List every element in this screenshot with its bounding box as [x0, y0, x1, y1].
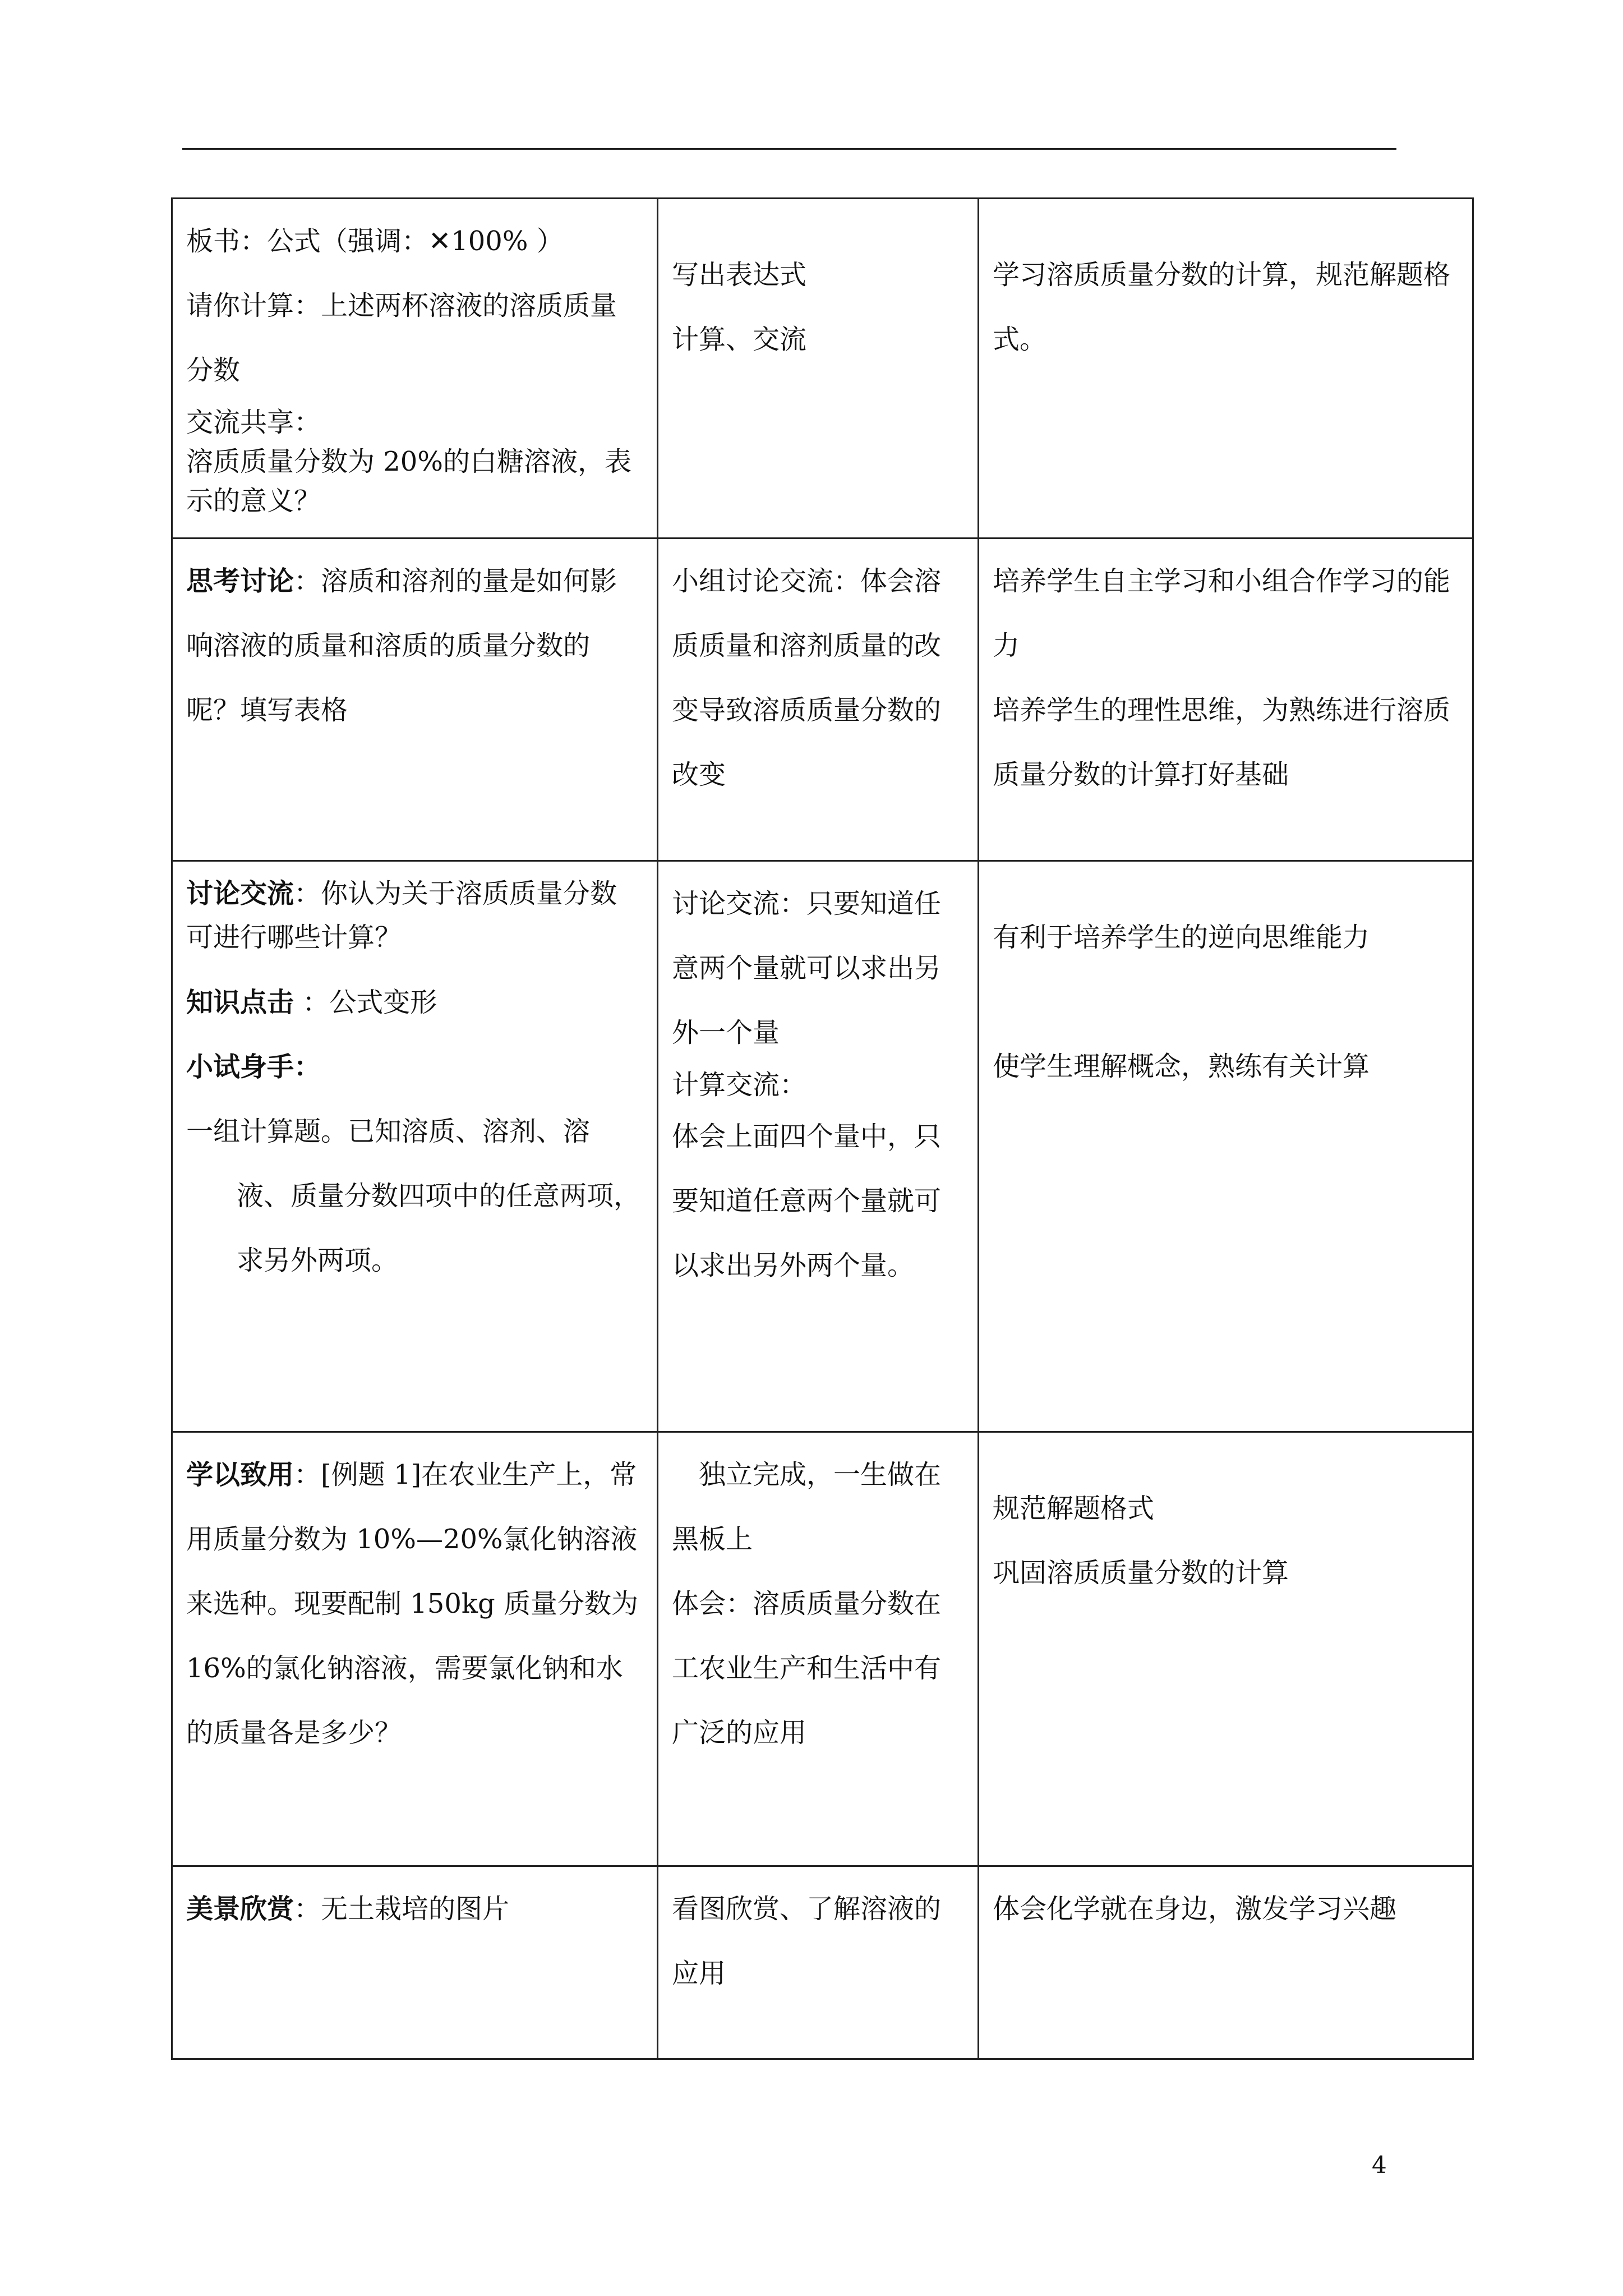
lesson-plan-table	[171, 197, 1474, 2060]
table-row	[172, 1866, 1473, 2059]
student-text: 写出表达式	[672, 259, 807, 291]
row-label: 思考讨论	[186, 565, 294, 597]
student-activity-cell	[658, 1866, 979, 2059]
table-row	[172, 861, 1473, 1432]
meaning-question: 溶质质量分数为 20%的白糖溶液，表示的意义？	[186, 446, 631, 517]
row-label: 美景欣赏	[186, 1893, 294, 1925]
teacher-text: ：溶质和溶剂的量是如何影响溶液的质量和溶质的质量分数的呢？填写表格	[186, 565, 617, 726]
row-label: 知识点击	[186, 987, 294, 1018]
intent-text: 巩固溶质质量分数的计算	[993, 1557, 1289, 1589]
teacher-activity-cell	[172, 199, 658, 539]
intent-cell	[979, 861, 1473, 1432]
student-text: 计算交流：	[672, 1069, 807, 1101]
intent-text: 有利于培养学生的逆向思维能力	[993, 922, 1370, 953]
table-row	[172, 199, 1473, 539]
teacher-activity-cell	[172, 539, 658, 861]
student-text: 讨论交流：只要知道任意两个量就可以求出另外一个量	[672, 888, 942, 1048]
table-row	[172, 539, 1473, 861]
intent-text: 培养学生的理性思维，为熟练进行溶质质量分数的计算打好基础	[993, 694, 1451, 790]
student-activity-cell	[658, 539, 979, 861]
student-activity-cell	[658, 1432, 979, 1866]
table-row	[172, 1432, 1473, 1866]
teacher-text: ：无土栽培的图片	[294, 1893, 510, 1925]
header-rule	[182, 148, 1396, 150]
intent-text: 规范解题格式	[993, 1493, 1155, 1524]
student-text: 看图欣赏、了解溶液的应用	[672, 1893, 942, 1989]
student-activity-cell	[658, 199, 979, 539]
blackboard-formula: 板书：公式（强调：✕100% ）	[186, 226, 564, 257]
intent-cell	[979, 1432, 1473, 1866]
teacher-activity-cell	[172, 861, 658, 1432]
student-text: 体会：溶质质量分数在工农业生产和生活中有广泛的应用	[672, 1588, 942, 1749]
page-number: 4	[1372, 2151, 1387, 2179]
teacher-text: ：公式变形	[294, 987, 437, 1018]
intent-text: 体会化学就在身边，激发学习兴趣	[993, 1893, 1397, 1925]
exercise-text: 一组计算题。已知溶质、溶剂、溶液、质量分数四项中的任意两项，求另外两项。	[186, 1116, 641, 1276]
intent-text: 培养学生自主学习和小组合作学习的能力	[993, 565, 1451, 661]
student-text: 计算、交流	[672, 324, 807, 355]
student-text: 体会上面四个量中，只要知道任意两个量就可以求出另外两个量。	[672, 1121, 942, 1281]
teacher-activity-cell	[172, 1432, 658, 1866]
calc-prompt: 请你计算：上述两杯溶液的溶质质量分数	[186, 290, 617, 386]
student-text: 小组讨论交流：体会溶质质量和溶剂质量的改变导致溶质质量分数的改变	[672, 565, 942, 790]
row-label: 小试身手：	[186, 1051, 321, 1083]
row-label: 讨论交流	[186, 878, 294, 909]
intent-cell	[979, 1866, 1473, 2059]
intent-text: 学习溶质质量分数的计算，规范解题格式。	[993, 259, 1451, 355]
row-label: 学以致用	[186, 1459, 294, 1490]
student-activity-cell	[658, 861, 979, 1432]
intent-text: 使学生理解概念，熟练有关计算	[993, 1051, 1370, 1082]
teacher-text: ：[例题 1]在农业生产上，常用质量分数为 10%—20%氯化钠溶液来选种。现要配制 150kg 质量分数为 16%的氯化钠溶液，需要氯化钠和水的质量各是多少？	[186, 1459, 638, 1749]
share-label: 交流共享：	[186, 407, 321, 438]
student-text: 独立完成，一生做在黑板上	[672, 1459, 942, 1555]
intent-cell	[979, 539, 1473, 861]
intent-cell	[979, 199, 1473, 539]
teacher-activity-cell	[172, 1866, 658, 2059]
teacher-text: ：你认为关于溶质质量分数可进行哪些计算？	[186, 878, 617, 953]
